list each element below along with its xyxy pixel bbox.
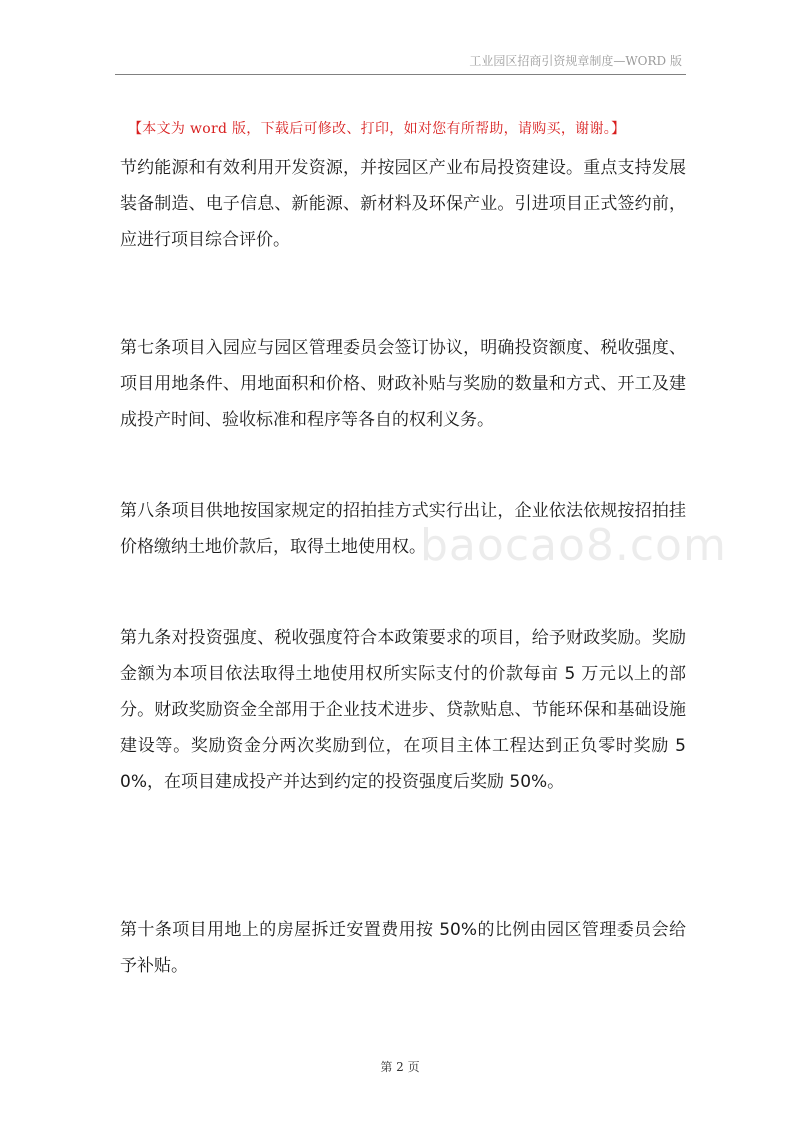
paragraph-article-7: 第七条项目入园应与园区管理委员会签订协议，明确投资额度、税收强度、项目用地条件、用地面积和价格、财政补贴与奖励的数量和方式、开工及建成投产时间、验收标准和程序等各自的权利义务。 (120, 338, 686, 430)
paragraph-article-9: 第九条对投资强度、税收强度符合本政策要求的项目，给予财政奖励。奖励金额为本项目依法取得土地使用权所实际支付的价款每亩 5 万元以上的部分。财政奖励资金全部用于企业技术进步、贷款贴息、节能环保和基础设施建设等。奖励资金分两次奖励到位，在项目主体工程达到正负零时奖励 50%，在项目建成投产并达到约定的投资强度后奖励 50%。 (120, 628, 686, 792)
paragraph: 节约能源和有效利用开发资源，并按园区产业布局投资建设。重点支持发展装备制造、电子信息、新能源、新材料及环保产业。引进项目正式签约前，应进行项目综合评价。 (120, 158, 686, 250)
watermark: baocao8.com (420, 520, 727, 571)
paragraph-block-2 (120, 330, 686, 438)
header-divider (115, 74, 686, 75)
paragraph-article-10: 第十条项目用地上的房屋拆迁安置费用按 50%的比例由园区管理委员会给予补贴。 (120, 920, 686, 976)
paragraph-article-8: 第八条项目供地按国家规定的招拍挂方式实行出让，企业依法依规按招拍挂价格缴纳土地价款后，取得土地使用权。 (120, 501, 686, 557)
paragraph-block-4 (120, 620, 686, 800)
download-notice: 【本文为 word 版，下载后可修改、打印，如对您有所帮助，请购买，谢谢。】 (128, 121, 626, 137)
paragraph-block-1 (120, 150, 686, 258)
paragraph-block-5 (120, 912, 686, 984)
header-title: 工业园区招商引资规章制度—WORD 版 (469, 54, 682, 68)
page-number: 第 2 页 (380, 1060, 420, 1074)
